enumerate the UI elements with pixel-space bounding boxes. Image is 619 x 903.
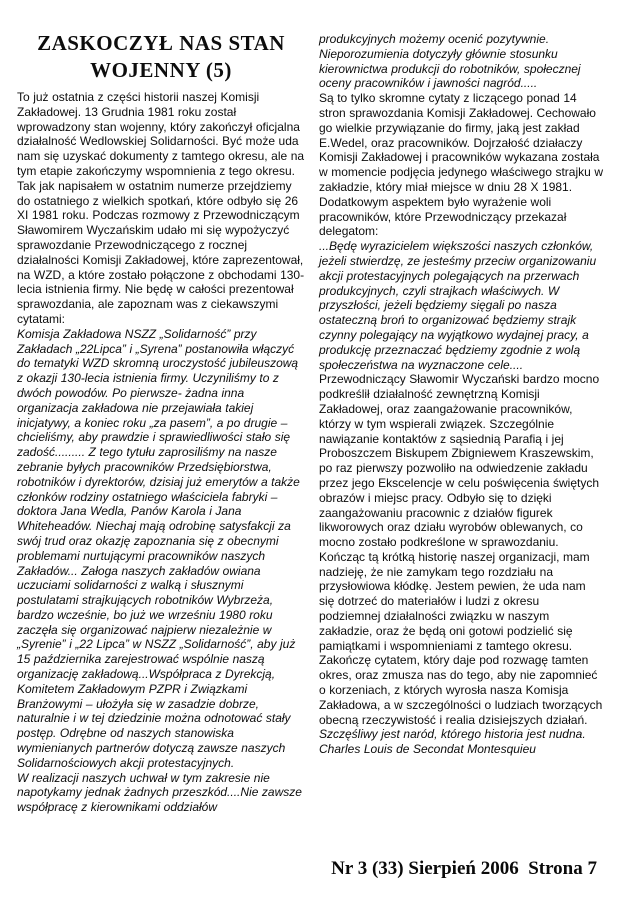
paragraph: ...Będę wyrazicielem większości naszych członków, jeżeli stwierdzę, ze jesteśmy przeciw organizowaniu akcji protestacyjnych polegających na przerwach produkcyjnych, czyli strajkach właściwych. W przyszłości, jeżeli będziemy sięgali po nasza ostateczną broń to organizować będziemy strajk czynny polegający na wyjątkowo wydajnej pracy, a produkcję przeznaczać będziemy zgodnie z wolą społeczeństwa na wyznaczone cele....: [319, 239, 597, 372]
paragraph: Przewodniczący Sławomir Wyczański bardzo mocno podkreślił działalność zewnętrzną Komisji Zakładowej, oraz zaangażowanie pracowników, którzy w tym wspierali związek. Szczególnie nawiązanie kontaktów z sąsiednią Parafią i jej Proboszczem Biskupem Zbigniewem Kraszewskim, po raz pierwszy pozwoliło na odwiedzenie zakładu przez jego Ekscelencje w celu poświęcenia świętych obrazów i miejsc pracy. Odbyło się to dzięki zaangażowaniu pracownic z działów figurek likworowych oraz działu wyrobów oblewanych, co mocno zostało podkreślone w sprawozdaniu.: [319, 372, 600, 550]
paragraph: produkcyjnych możemy ocenić pozytywnie. Nieporozumienia dotyczyły głównie stosunku kierownictwa produkcji do robotników, społecznej oceny pracowników i jawności nagród.....: [319, 32, 581, 91]
paragraph: W realizacji naszych uchwał w tym zakresie nie napotykamy jednak żadnych przeszkód....Nie zawsze współpracę z kierownikami oddziałów: [17, 770, 302, 815]
paragraph: To już ostatnia z części historii naszej Komisji Zakładowej. 13 Grudnia 1981 roku został wprowadzony stan wojenny, który zakończył oficjalna działalność Wedlowskiej Solidarności. Być może uda nam się uzyskać dokumenty z tamtego okresu, ale na tym etapie zakończymy wspomnienia z tego okresu. Tak jak napisałem w ostatnim numerze przejdziemy do ostatniego z wielkich spotkań, które odbyło się 26 XI 1981 roku. Podczas rozmowy z Przewodniczącym Sławomirem Wyczańskim udało mi się wypożyczyć sprawozdanie Przewodniczącego z rocznej działalności Komisji Zakładowej, które zaprezentował, na WZD, a które zostało połączone z obchodami 130-lecia istnienia firmy. Nie będę w całości prezentował sprawozdania, ale zapoznam was z ciekawszymi cytatami:: [17, 90, 305, 326]
paragraph: Są to tylko skromne cytaty z liczącego ponad 14 stron sprawozdania Komisji Zakładowej. Cechowało go wielkie przywiązanie do firmy, jaką jest zakład E.Wedel, oraz pracowników. Dojrzałość działaczy Komisji Zakładowej i pracowników wykazana została w momencie podjęcia jedynego właściwego strajku w zakładzie, który miał miejsce w dniu 28 X 1981. Dodatkowym aspektem było wyrażenie woli pracowników, które Przewodniczący przekazał delegatom:: [319, 91, 604, 239]
column-right: [319, 32, 603, 757]
paragraph: Komisja Zakładowa NSZZ „Solidarność” przy Zakładach „22Lipca” i „Syrena” postanowiła włączyć do tematyki WZD skromną uroczystość jubileuszową z okazji 130-lecia istnienia firmy. Uczyniliśmy to z dwóch powodów. Po pierwsze- żadna inna organizacja zakładowa nie przejawiała takiej inicjatywy, a koniec roku „za pasem”, a po drugie – chcieliśmy, aby prawdzie i sprawiedliwości stało się zadość......... Z tego tytułu zaprosiliśmy na nasze zebranie byłych pracowników Przedsiębiorstwa, robotników i dyrektorów, dzisiaj już emerytów a także członków rodziny ostatniego właściciela fabryki – doktora Jana Wedla, Panów Karola i Jana Whiteheadów. Niechaj mają odrobinę satysfakcji za swój trud oraz okazję zapoznania się z obecnymi problemami nurtującymi pracowników naszych Zakładów... Załoga naszych zakładów owiana uczuciami solidarności z walką i słusznymi postulatami strajkujących robotników Wybrzeża, bardzo wcześnie, bo już we wrześniu 1980 roku zaczęła się organizować najpierw niezależnie w „Syrenie” i „22 Lipca” w NSZZ „Solidarność”, aby już 15 października zarejestrować wspólnie naszą organizację zakładową...Współpraca z Dyrekcją, Komitetem Zakładowym PZPR i Związkami Branżowymi – ułożyła się w zasadzie dobrze, naturalnie i w tej dziedzinie można odnotować stały postęp. Odrębne od naszych stanowiska wymienianych partnerów dotyczą zawsze naszych Solidarnościowych akcji protestacyjnych.: [17, 326, 300, 770]
column-left: [17, 30, 305, 815]
article-title-line1: ZASKOCZYŁ NAS STAN: [37, 31, 285, 55]
column-right-body: [319, 32, 603, 757]
article-title: [17, 30, 305, 84]
article-title-line2: WOJENNY (5): [90, 58, 232, 82]
paragraph: Szczęśliwy jest naród, którego historia jest nudna.: [319, 727, 586, 742]
paragraph: Charles Louis de Secondat Montesquieu: [319, 742, 536, 757]
paragraph: Kończąc tą krótką historię naszej organizacji, mam nadzieję, że nie zamykam tego rozdziału na przysłowiowa kłódkę. Jestem pewien, że uda nam się dotrzeć do materiałów i ludzi z okresu podziemnej działalności związku w naszym zakładzie, oraz że będą oni gotowi podzielić się pamiątkami i wspomnieniami z tamtego okresu. Zakończę cytatem, który daje pod rozwagę tamten okres, oraz zmusza nas do tego, aby nie zapomnieć o korzeniach, z których wyrosła nasza Komisja Zakładowa, a w szczególności o ludziach tworzących obecną rzeczywistość i realia dzisiejszych działań.: [319, 549, 603, 727]
page-footer: Nr 3 (33) Sierpień 2006 Strona 7: [331, 858, 597, 879]
column-left-body: [17, 90, 305, 815]
